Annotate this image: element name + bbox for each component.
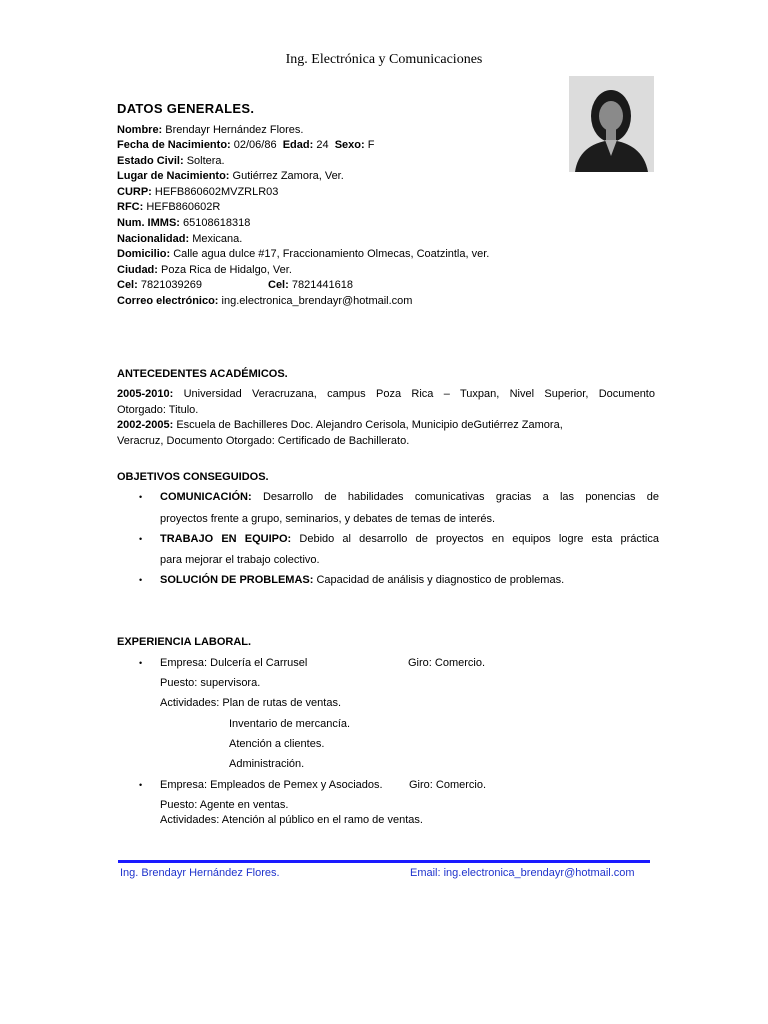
- bullet-icon: •: [139, 492, 143, 502]
- curp-row: [117, 186, 278, 198]
- job-2-empresa: Empresa: Empleados de Pemex y Asociados.: [160, 779, 383, 791]
- objetivo-3-line1: [160, 574, 564, 586]
- bullet-icon: •: [139, 780, 143, 790]
- academicos-heading: ANTECEDENTES ACADÉMICOS.: [117, 368, 288, 380]
- objetivo-2-line2: para mejorar el trabajo colectivo.: [160, 554, 320, 566]
- objetivo-3-label: SOLUCIÓN DE PROBLEMAS:: [160, 574, 314, 586]
- nombre-value: Brendayr Hernández Flores.: [165, 124, 304, 136]
- education-entry-1-line2: Otorgado: Titulo.: [117, 404, 199, 416]
- nombre-row: [117, 124, 303, 136]
- experiencia-heading: EXPERIENCIA LABORAL.: [117, 636, 252, 648]
- job-1-actividad-4: Administración.: [229, 758, 305, 770]
- objetivos-heading: OBJETIVOS CONSEGUIDOS.: [117, 471, 269, 483]
- cel1-row: [117, 279, 202, 291]
- cel1-value: 7821039269: [140, 279, 203, 291]
- education-2-text: Escuela de Bachilleres Doc. Alejandro Cerisola, Municipio deGutiérrez Zamora,: [176, 419, 563, 431]
- objetivo-2-line1: [160, 533, 659, 545]
- edad-value: 24: [316, 139, 329, 151]
- curp-value: HEFB860602MVZRLR03: [154, 186, 279, 198]
- nacionalidad-label: Nacionalidad:: [117, 233, 190, 245]
- objetivo-1-line1: [160, 491, 659, 503]
- education-1-years: 2005-2010:: [117, 388, 174, 400]
- sexo-label: Sexo:: [334, 139, 365, 151]
- nacionalidad-row: [117, 233, 242, 245]
- education-entry-2-line2: Veracruz, Documento Otorgado: Certificado de Bachillerato.: [117, 435, 410, 447]
- bullet-icon: •: [139, 534, 143, 544]
- objetivo-1-text: Desarrollo de habilidades comunicativas gracias a las ponencias de: [262, 491, 659, 503]
- footer-divider: [118, 860, 650, 863]
- domicilio-value: Calle agua dulce #17, Fraccionamiento Olmecas, Coatzintla, ver.: [173, 248, 490, 260]
- job-1-empresa: Empresa: Dulcería el Carrusel: [160, 657, 308, 669]
- cel2-value: 7821441618: [291, 279, 354, 291]
- objetivo-3-text: Capacidad de análisis y diagnostico de problemas.: [316, 574, 565, 586]
- datos-generales-heading: DATOS GENERALES.: [117, 101, 255, 116]
- cel2-row: [268, 279, 353, 291]
- correo-label: Correo electrónico:: [117, 295, 219, 307]
- civil-label: Estado Civil:: [117, 155, 184, 167]
- bullet-icon: •: [139, 658, 143, 668]
- header-title: Ing. Electrónica y Comunicaciones: [285, 52, 483, 67]
- ciudad-row: [117, 264, 292, 276]
- job-1-puesto: Puesto: supervisora.: [160, 677, 261, 689]
- cel2-label: Cel:: [268, 279, 289, 291]
- nombre-label: Nombre:: [117, 124, 163, 136]
- job-1-actividad-3: Atención a clientes.: [229, 738, 325, 750]
- job-1-actividades: Actividades: Plan de rutas de ventas.: [160, 697, 341, 709]
- cel1-label: Cel:: [117, 279, 138, 291]
- footer-email: Email: ing.electronica_brendayr@hotmail.com: [410, 867, 635, 879]
- imms-row: [117, 217, 250, 229]
- correo-row: [117, 295, 412, 307]
- fecha-row: [117, 139, 374, 151]
- education-entry-1-line1: [117, 388, 655, 400]
- rfc-label: RFC:: [117, 201, 144, 213]
- correo-value: ing.electronica_brendayr@hotmail.com: [221, 295, 413, 307]
- education-entry-2-line1: [117, 419, 563, 431]
- imms-label: Num. IMMS:: [117, 217, 180, 229]
- job-1-giro: Giro: Comercio.: [408, 657, 486, 669]
- fecha-value: 02/06/86: [233, 139, 277, 151]
- education-1-text: Universidad Veracruzana, campus Poza Rica – Tuxpan, Nivel Superior, Documento: [183, 388, 655, 400]
- imms-value: 65108618318: [183, 217, 251, 229]
- nacionalidad-value: Mexicana.: [192, 233, 243, 245]
- rfc-value: HEFB860602R: [146, 201, 221, 213]
- edad-label: Edad:: [282, 139, 314, 151]
- lugar-row: [117, 170, 344, 182]
- objetivo-2-text: Debido al desarrollo de proyectos en equipos logre esta práctica: [299, 533, 659, 545]
- fecha-label: Fecha de Nacimiento:: [117, 139, 231, 151]
- sexo-value: F: [367, 139, 375, 151]
- ciudad-value: Poza Rica de Hidalgo, Ver.: [161, 264, 292, 276]
- job-2-giro: Giro: Comercio.: [409, 779, 487, 791]
- ciudad-label: Ciudad:: [117, 264, 158, 276]
- domicilio-row: [117, 248, 489, 260]
- civil-row: [117, 155, 225, 167]
- profile-photo: [569, 76, 654, 172]
- civil-value: Soltera.: [186, 155, 225, 167]
- job-2-actividades: Actividades: Atención al público en el ramo de ventas.: [160, 814, 423, 826]
- job-2-puesto: Puesto: Agente en ventas.: [160, 799, 289, 811]
- curp-label: CURP:: [117, 186, 152, 198]
- lugar-value: Gutiérrez Zamora, Ver.: [232, 170, 344, 182]
- objetivo-1-line2: proyectos frente a grupo, seminarios, y debates de temas de interés.: [160, 513, 496, 525]
- bullet-icon: •: [139, 575, 143, 585]
- domicilio-label: Domicilio:: [117, 248, 171, 260]
- education-2-years: 2002-2005:: [117, 419, 174, 431]
- footer-name: Ing. Brendayr Hernández Flores.: [120, 867, 280, 879]
- rfc-row: [117, 201, 220, 213]
- job-1-actividad-2: Inventario de mercancía.: [229, 718, 351, 730]
- objetivo-2-label: TRABAJO EN EQUIPO:: [160, 533, 292, 545]
- objetivo-1-label: COMUNICACIÓN:: [160, 491, 252, 503]
- lugar-label: Lugar de Nacimiento:: [117, 170, 230, 182]
